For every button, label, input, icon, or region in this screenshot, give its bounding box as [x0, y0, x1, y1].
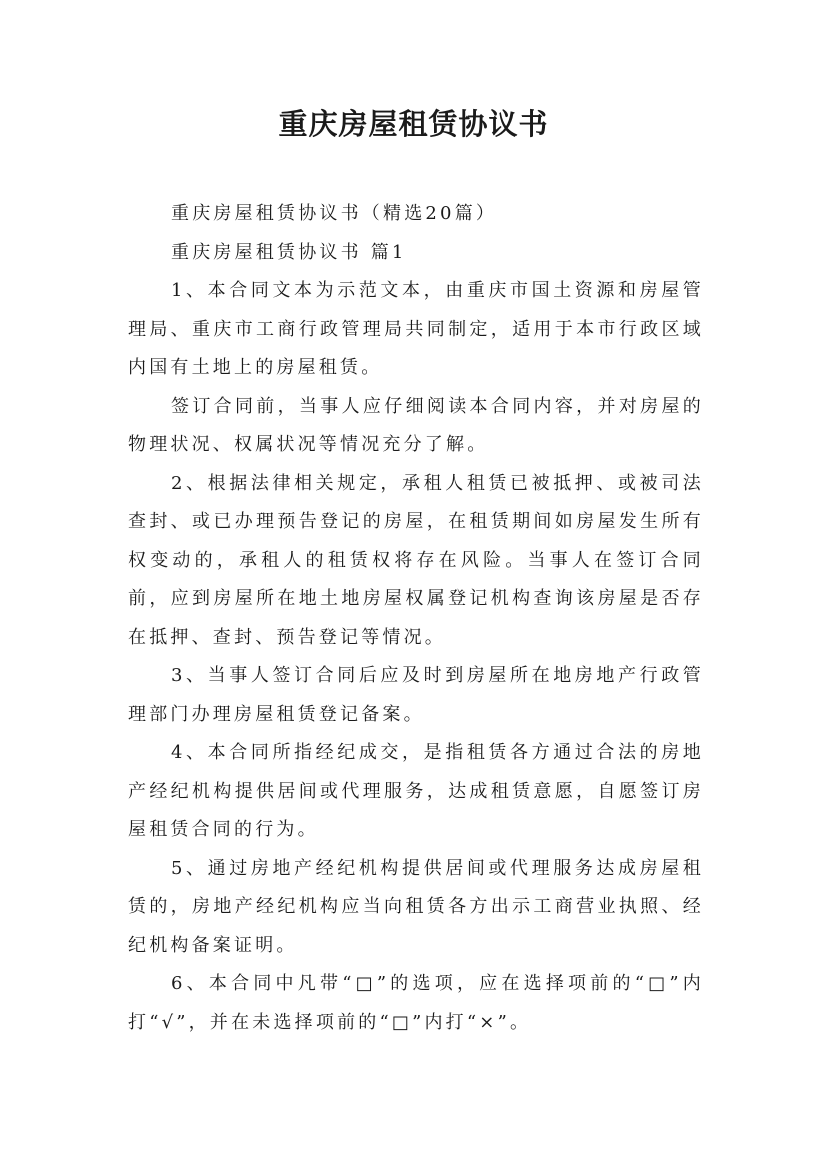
- clause-1-paragraph: 1、本合同文本为示范文本，由重庆市国土资源和房屋管理局、重庆市工商行政管理局共同制定，适用于本市行政区域内国有土地上的房屋租赁。: [128, 280, 704, 378]
- clause-5-paragraph: 5、通过房地产经纪机构提供居间或代理服务达成房屋租赁的，房地产经纪机构应当向租赁各方出示工商营业执照、经纪机构备案证明。: [128, 857, 704, 956]
- clause-3-paragraph: 3、当事人签订合同后应及时到房屋所在地房地产行政管理部门办理房屋租赁登记备案。: [128, 665, 704, 725]
- clause-2-paragraph: 2、根据法律相关规定，承租人租赁已被抵押、或被司法查封、或已办理预告登记的房屋，在租赁期间如房屋发生所有权变动的，承租人的租赁权将存在风险。当事人在签订合同前，应到房屋所在地土地房屋权属登记机构查询该房屋是否存在抵押、查封、预告登记等情况。: [128, 472, 704, 648]
- pre-signing-paragraph: 签订合同前，当事人应仔细阅读本合同内容，并对房屋的物理状况、权属状况等情况充分了解。: [128, 395, 704, 455]
- subtitle-paragraph: 重庆房屋租赁协议书（精选20篇）: [171, 203, 498, 224]
- section-heading-paragraph: 重庆房屋租赁协议书 篇1: [171, 241, 407, 263]
- document-body: [128, 195, 704, 1042]
- document-title: 重庆房屋租赁协议书: [278, 107, 549, 141]
- clause-4-paragraph: 4、本合同所指经纪成交，是指租赁各方通过合法的房地产经纪机构提供居间或代理服务，达成租赁意愿，自愿签订房屋租赁合同的行为。: [128, 742, 704, 840]
- clause-6-paragraph: 6、本合同中凡带“□”的选项，应在选择项前的“□”内打“√”，并在未选择项前的“□”内打“×”。: [128, 973, 704, 1033]
